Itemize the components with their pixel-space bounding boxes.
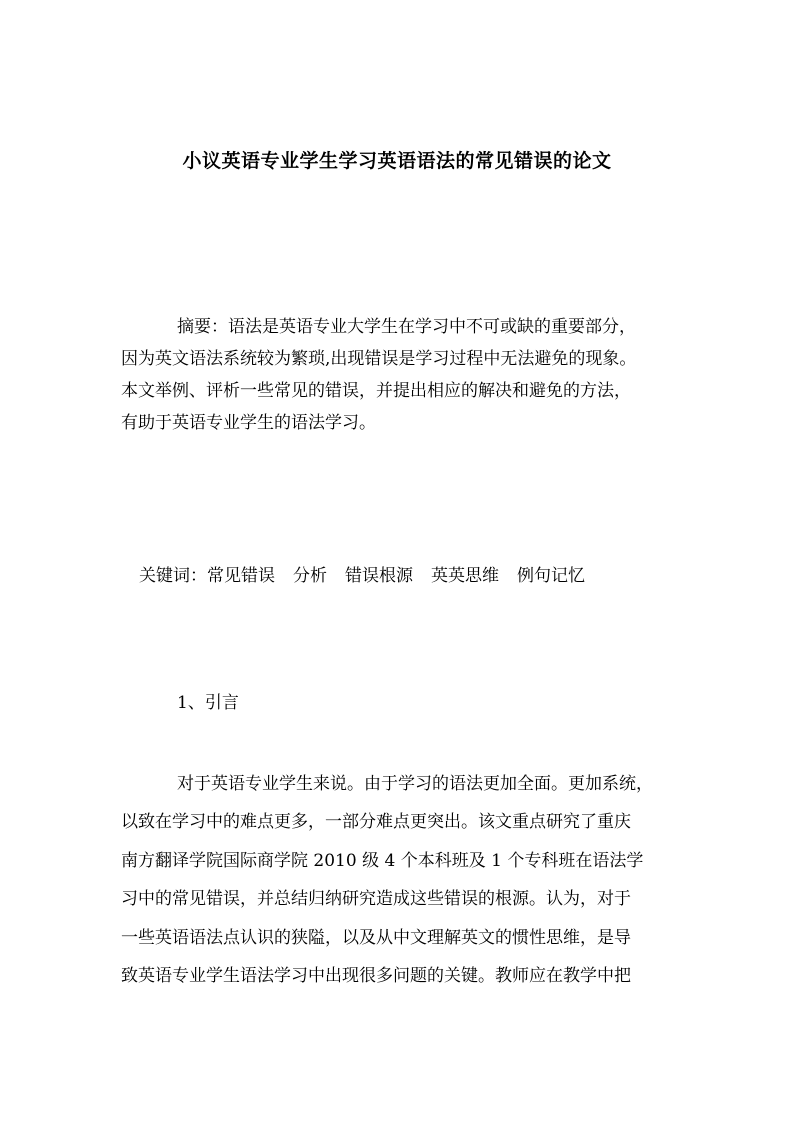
keyword-item: 例句记忆	[517, 566, 585, 586]
abstract-line: 本文举例、评析一些常见的错误，并提出相应的解决和避免的方法，	[121, 381, 631, 401]
keyword-item: 常见错误	[207, 566, 275, 586]
keyword-item: 英英思维	[431, 566, 499, 586]
keywords-line	[139, 561, 603, 591]
abstract-paragraph	[121, 311, 681, 439]
section-heading: 1、引言	[177, 693, 239, 713]
abstract-line: 因为英文语法系统较为繁琐,出现错误是学习过程中无法避免的现象。	[121, 349, 637, 369]
keyword-item: 错误根源	[345, 566, 413, 586]
body-line: 以致在学习中的难点更多，一部分难点更突出。该文重点研究了重庆	[121, 812, 631, 833]
body-line: 南方翻译学院国际商学院 2010 级 4 个本科班及 1 个专科班在语法学	[121, 850, 644, 871]
keyword-item: 分析	[293, 566, 327, 586]
keywords-label: 关键词：	[139, 566, 207, 586]
body-line: 致英语专业学生语法学习中出现很多问题的关键。教师应在教学中把	[121, 965, 631, 986]
document-title: 小议英语专业学生学习英语语法的常见错误的论文	[182, 150, 612, 172]
body-paragraph	[121, 765, 681, 995]
body-line: 对于英语专业学生来说。由于学习的语法更加全面。更加系统，	[177, 774, 653, 794]
abstract-line: 摘要：语法是英语专业大学生在学习中不可或缺的重要部分，	[177, 317, 636, 337]
body-line: 习中的常见错误，并总结归纳研究造成这些错误的根源。认为，对于	[121, 889, 631, 910]
body-line: 一些英语语法点认识的狭隘，以及从中文理解英文的惯性思维，是导	[121, 927, 631, 948]
abstract-line: 有助于英语专业学生的语法学习。	[121, 413, 376, 433]
